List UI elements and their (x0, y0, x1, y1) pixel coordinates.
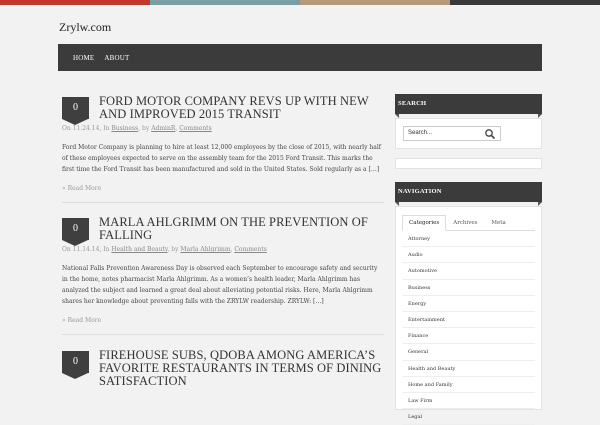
empty-widget (395, 158, 542, 169)
stripe-dark (450, 0, 600, 5)
post-excerpt: Ford Motor Company is planning to hire at least 12,000 employees by the close of 2015, with nearly half of these employees expected to serve on the assembly team for the 2015 Ford Transit. This marks the first time the Ford Transit has been manufactured and sold in the United States. Sold regularly as a […] (62, 144, 381, 173)
category-item[interactable]: Home and Family (402, 377, 535, 393)
category-item[interactable]: Finance (402, 328, 535, 344)
search-input[interactable] (403, 126, 501, 141)
post-title[interactable]: FIREHOUSE SUBS, QDOBA AMONG AMERICA’S FAVORITE RESTAURANTS IN TERMS OF DINING SATISFACTION (99, 348, 382, 388)
comments-link[interactable]: Comments (234, 246, 267, 253)
comments-link[interactable]: Comments (179, 125, 212, 132)
tab-meta[interactable]: Meta (491, 220, 506, 226)
nav-about[interactable]: ABOUT (104, 53, 130, 62)
author-link[interactable]: AdminR (151, 125, 176, 132)
post-excerpt: National Falls Prevention Awareness Day is observed each September to encourage safety and security in the home, notes pharmacist Marla Ahlgrimm. As a women’s health leader, Marla Ahlgrimm has analyzed the subject and learned a great deal about alleviating potential risks. Here, Marla Ahlgrimm shares her knowledge about preventing falls with the ZRYLW readership. ZRYLW: […] (62, 265, 378, 305)
search-widget (395, 118, 542, 149)
read-more-link[interactable]: » Read More (62, 185, 102, 192)
comment-count-badge[interactable]: 0 (62, 351, 89, 373)
tab-bar (402, 215, 535, 230)
meta-comma: , (230, 246, 235, 253)
post-item (62, 95, 384, 203)
main-navigation (58, 44, 542, 71)
tab-archives[interactable]: Archives (453, 220, 478, 226)
post-divider (62, 202, 384, 203)
category-item[interactable]: Business (402, 280, 535, 296)
nav-home[interactable]: HOME (73, 53, 95, 62)
stripe-teal (150, 0, 300, 5)
category-item[interactable]: Legal (402, 409, 535, 425)
category-item[interactable]: Health and Beauty (402, 361, 535, 377)
meta-comma: , (175, 125, 180, 132)
navigation-widget-heading: NAVIGATION (395, 182, 542, 202)
category-item[interactable]: Attorney (402, 231, 535, 247)
site-title[interactable]: Zrylw.com (59, 20, 112, 34)
post-title[interactable]: MARLA AHLGRIMM ON THE PREVENTION OF FALLING (99, 215, 368, 242)
comment-count-badge[interactable]: 0 (62, 97, 89, 119)
post-meta (62, 246, 384, 253)
post-date: On 11.24.14, In (62, 125, 112, 132)
read-more-link[interactable]: » Read More (62, 317, 102, 324)
post-list (62, 95, 384, 388)
navigation-widget (395, 182, 542, 421)
meta-by: , by (167, 246, 181, 253)
stripe-tan (300, 0, 450, 5)
categories-list (402, 230, 535, 425)
comment-count-badge[interactable]: 0 (62, 218, 89, 240)
meta-by: , by (138, 125, 152, 132)
author-link[interactable]: Marla Ahlgrimm (180, 246, 231, 253)
category-item[interactable]: Entertainment (402, 312, 535, 328)
category-item[interactable]: Law Firm (402, 393, 535, 409)
sidebar (395, 94, 542, 421)
category-item[interactable]: Audio (402, 247, 535, 263)
post-item (62, 216, 384, 335)
category-item[interactable]: General (402, 344, 535, 360)
post-title[interactable]: FORD MOTOR COMPANY REVS UP WITH NEW AND IMPROVED 2015 TRANSIT (99, 94, 369, 121)
search-widget-heading: SEARCH (395, 94, 542, 114)
category-link[interactable]: Business (111, 125, 139, 132)
category-item[interactable]: Automotive (402, 263, 535, 279)
post-meta (62, 125, 384, 132)
search-icon[interactable] (484, 128, 496, 140)
stripe-red (0, 0, 150, 5)
tab-categories[interactable]: Categories (402, 215, 446, 231)
category-link[interactable]: Health and Beauty (111, 246, 168, 253)
category-item[interactable]: Energy (402, 296, 535, 312)
search-input-value: Search... (408, 130, 433, 136)
post-item (62, 349, 384, 388)
post-date: On 11.14.14, In (62, 246, 112, 253)
navigation-tabs-panel (395, 206, 542, 421)
post-divider (62, 334, 384, 335)
top-color-stripes (0, 0, 600, 5)
